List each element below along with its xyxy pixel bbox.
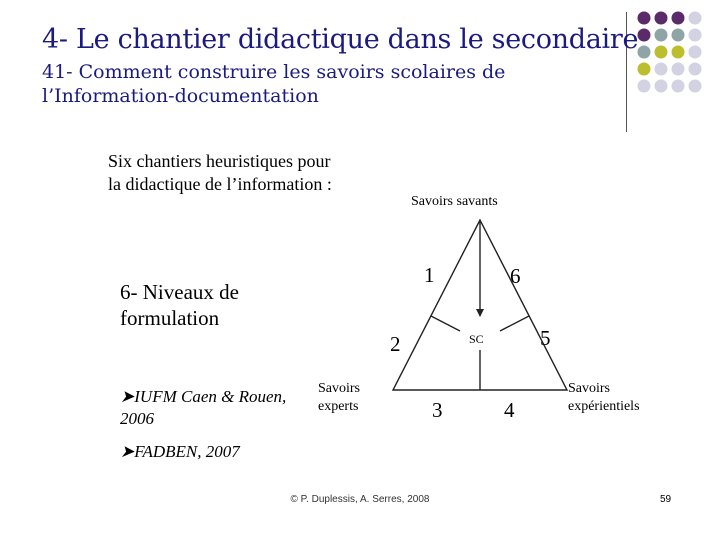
decorative-dot — [638, 29, 651, 42]
number-1: 1 — [424, 263, 435, 287]
decorative-dot — [655, 80, 668, 93]
decorative-dot — [638, 63, 651, 76]
decorative-dot — [689, 29, 702, 42]
decorative-dot — [689, 12, 702, 25]
decorative-dot — [672, 46, 685, 59]
reference-iufm-text: IUFM Caen & Rouen, 2006 — [120, 387, 287, 428]
decorative-dot — [672, 80, 685, 93]
node-savoirs-experts: Savoirs experts — [318, 381, 360, 414]
slide-title: 4- Le chantier didactique dans le secondaire — [42, 24, 639, 55]
arrow-bullet-icon: ➤ — [120, 387, 135, 406]
decorative-dot — [672, 63, 685, 76]
reference-fadben-text: FADBEN, 2007 — [134, 442, 240, 461]
decorative-dot — [689, 46, 702, 59]
decorative-dot — [689, 63, 702, 76]
node-savoirs-experientiels: Savoirs expérientiels — [568, 381, 640, 414]
center-sc-label: SC — [469, 332, 484, 346]
decorative-dot — [638, 46, 651, 59]
decorative-dot-grid — [636, 10, 720, 122]
reference-fadben — [120, 441, 320, 463]
slide-subtitle: 41- Comment construire les savoirs scolaires de l’Information-documentation — [42, 61, 506, 107]
triangle-outline — [393, 220, 567, 390]
number-2: 2 — [390, 332, 401, 356]
decorative-dot — [638, 12, 651, 25]
line-right-to-center — [500, 316, 529, 331]
decorative-dot — [655, 46, 668, 59]
number-3: 3 — [432, 398, 443, 422]
decorative-dot — [638, 80, 651, 93]
levels-heading: 6- Niveaux de formulation — [120, 280, 239, 330]
reference-iufm — [120, 386, 310, 430]
decorative-dot — [672, 12, 685, 25]
node-savoirs-savants: Savoirs savants — [411, 194, 498, 209]
number-4: 4 — [504, 398, 515, 422]
number-6: 6 — [510, 264, 521, 288]
number-5: 5 — [540, 326, 551, 350]
decorative-dot — [655, 12, 668, 25]
footer-copyright: © P. Duplessis, A. Serres, 2008 — [290, 494, 430, 505]
decorative-dot — [655, 63, 668, 76]
intro-text: Six chantiers heuristiques pour la didactique de l’information : — [108, 151, 332, 194]
page-number: 59 — [660, 494, 672, 505]
arrow-bullet-icon: ➤ — [120, 442, 135, 461]
decorative-dot — [689, 80, 702, 93]
decorative-dot — [655, 29, 668, 42]
decorative-dot — [672, 29, 685, 42]
line-left-to-center — [431, 316, 460, 331]
